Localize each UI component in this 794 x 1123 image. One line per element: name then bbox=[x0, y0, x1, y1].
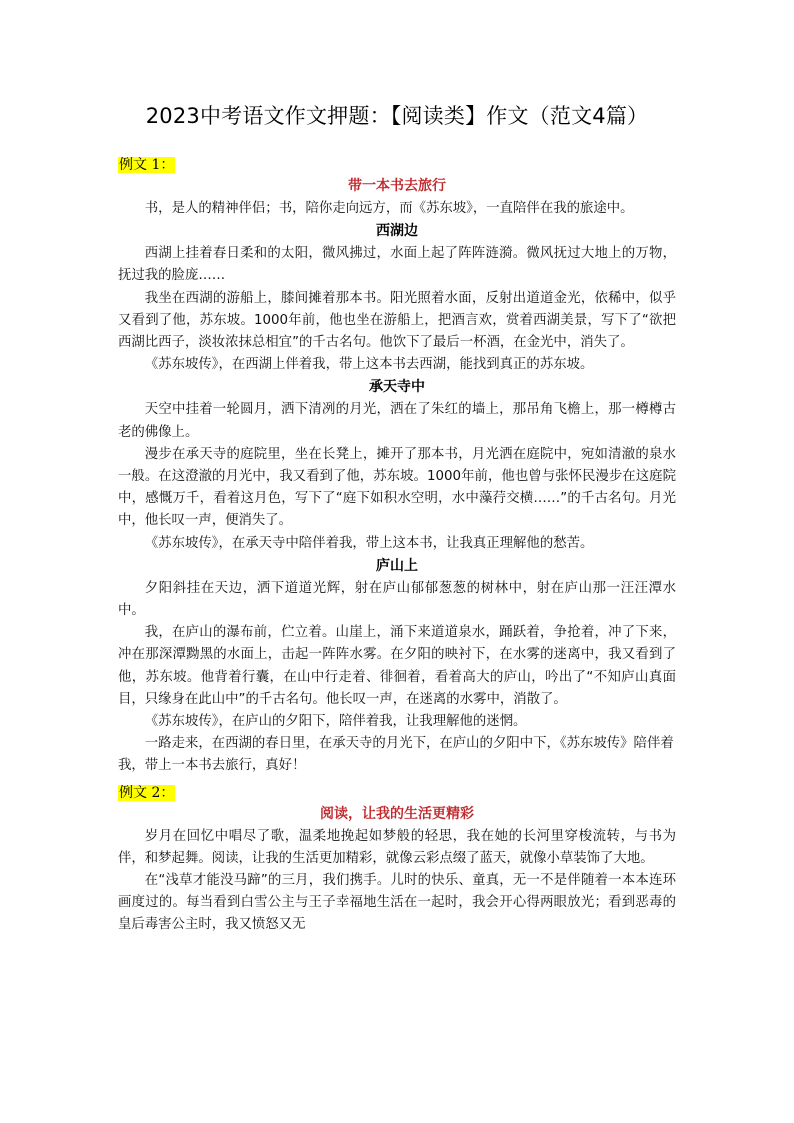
paragraph: 漫步在承天寺的庭院里，坐在长凳上，摊开了那本书，月光洒在庭院中，宛如清澈的泉水一般。在这澄澈的月光中，我又看到了他，苏东坡。1000年前，他也曾与张怀民漫步在这庭院中，感慨万千，看着这月色，写下了“庭下如积水空明，水中藻荇交横……”的千古名句。月光中，他长叹一声，便消失了。 bbox=[118, 446, 676, 529]
essay-1-intro: 书，是人的精神伴侣；书，陪你走向远方，而《苏东坡》，一直陪伴在我的旅途中。 bbox=[144, 201, 634, 216]
paragraph: 《苏东坡传》，在西湖上伴着我，带上这本书去西湖，能找到真正的苏东坡。 bbox=[144, 357, 594, 373]
paragraph: 在“浅草才能没马蹄”的三月，我们携手。儿时的快乐、童真，无一不是伴随着一本本连环画度过的。每当看到白雪公主与王子幸福地生活在一起时，我会开心得两眼放光；看到恶毒的皇后毒害公主时，我又愤怒又无 bbox=[118, 873, 676, 933]
paragraph: 岁月在回忆中唱尽了歌，温柔地挽起如梦般的轻思，我在她的长河里穿梭流转，与书为伴，和梦起舞。阅读，让我的生活更加精彩，就像云彩点缀了蓝天，就像小草装饰了大地。 bbox=[118, 828, 676, 866]
paragraph: 《苏东坡传》，在承天寺中陪伴着我，带上这本书，让我真正理解他的愁苦。 bbox=[144, 535, 594, 551]
paragraph: 一路走来，在西湖的春日里，在承天寺的月光下，在庐山的夕阳中下，《苏东坡传》陪伴着我，带上一本书去旅行，真好！ bbox=[118, 736, 674, 774]
essay-1-title: 带一本书去旅行 bbox=[348, 178, 446, 194]
example-1-label-text: 例文 1： bbox=[119, 157, 175, 173]
example-1-label bbox=[118, 152, 676, 175]
paragraph: 我坐在西湖的游船上，膝间摊着那本书。阳光照着水面，反射出道道金光，依稀中，似乎又看到了他，苏东坡。1000年前，他也坐在游船上，把酒言欢，赏着西湖美景，写下了“欲把西湖比西子，淡妆浓抹总相宜”的千古名句。他饮下了最后一杯酒，在金光中，消失了。 bbox=[118, 290, 676, 351]
section-heading-west-lake: 西湖边 bbox=[376, 223, 418, 240]
paragraph: 西湖上挂着春日柔和的太阳，微风拂过，水面上起了阵阵涟漪。微风抚过大地上的万物，抚过我的脸庞…… bbox=[118, 246, 676, 284]
paragraph: 我，在庐山的瀑布前，伫立着。山崖上，涌下来道道泉水，踊跃着，争抢着，冲了下来，冲在那深潭黝黑的水面上，击起一阵阵水雾。在夕阳的映衬下，在水雾的迷离中，我又看到了他，苏东坡。他背着行囊，在山中行走着、徘徊着，看着高大的庐山，吟出了“不知庐山真面目，只缘身在此山中”的千古名句。他长叹一声，在迷离的水雾中，消散了。 bbox=[118, 625, 676, 707]
paragraph: 夕阳斜挂在天边，洒下道道光辉，射在庐山郁郁葱葱的树林中，射在庐山那一汪汪潭水中。 bbox=[118, 580, 676, 619]
example-2-label-text: 例文 2： bbox=[119, 784, 175, 801]
essay-2-title: 阅读，让我的生活更精彩 bbox=[320, 805, 474, 822]
paragraph: 天空中挂着一轮圆月，洒下清冽的月光，洒在了朱红的墙上，那吊角飞檐上，那一樽樽古老的佛像上。 bbox=[118, 402, 676, 440]
document-body bbox=[118, 150, 676, 937]
section-heading-lushan: 庐山上 bbox=[376, 557, 418, 574]
document-title: 2023中考语文作文押题：【阅读类】作文（范文4篇） bbox=[145, 104, 649, 128]
example-2-label bbox=[118, 780, 676, 803]
section-heading-chengtian-temple: 承天寺中 bbox=[369, 379, 425, 396]
paragraph: 《苏东坡传》，在庐山的夕阳下，陪伴着我，让我理解他的迷惘。 bbox=[144, 714, 527, 730]
